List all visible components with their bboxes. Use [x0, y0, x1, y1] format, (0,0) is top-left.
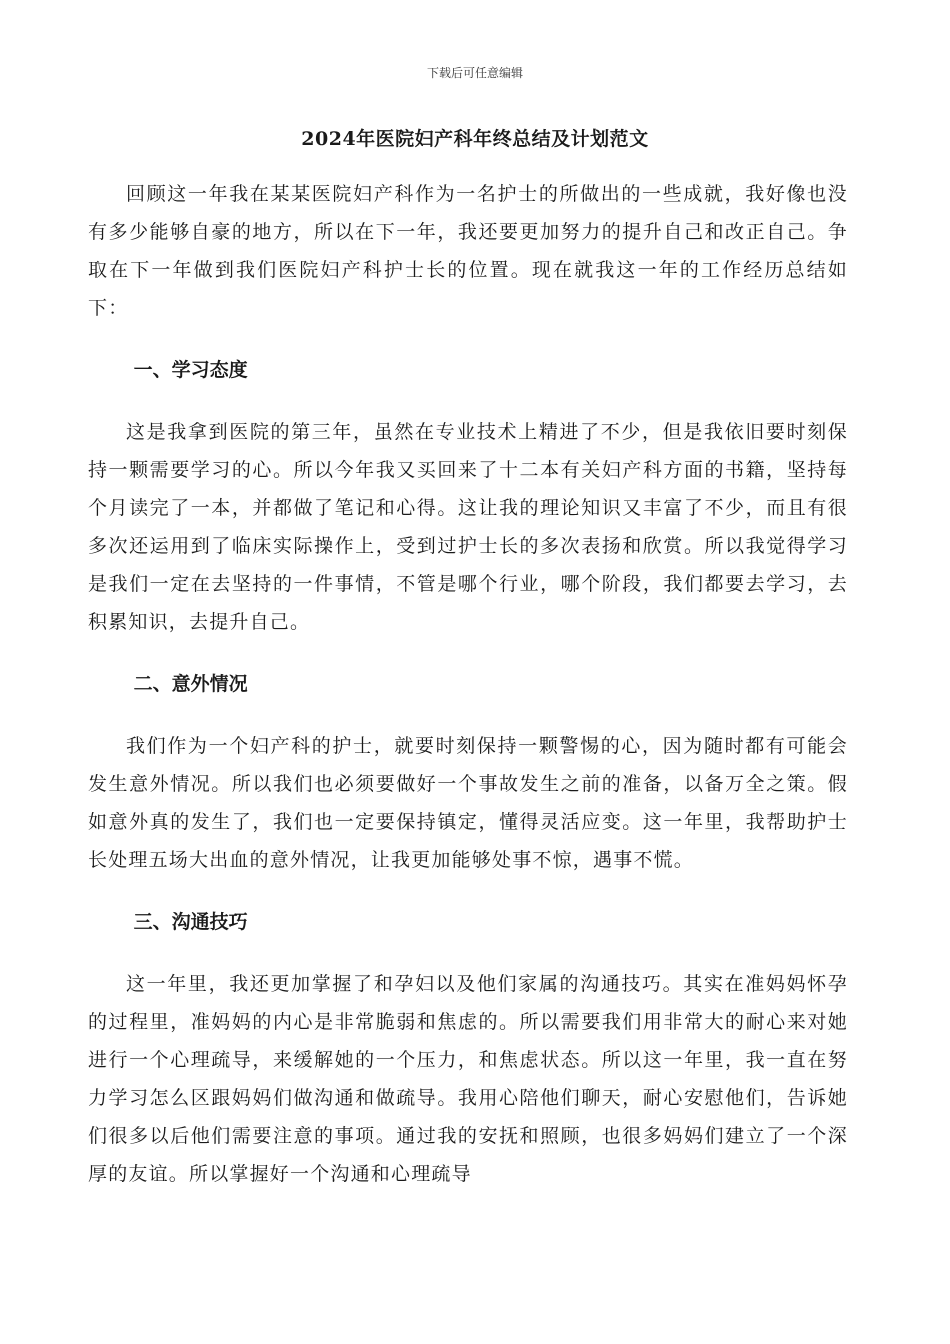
- intro-paragraph: 回顾这一年我在某某医院妇产科作为一名护士的所做出的一些成就，我好像也没有多少能够自豪的地方，所以在下一年，我还要更加努力的提升自己和改正自己。争取在下一年做到我们医院妇产科护士长的位置。现在就我这一年的工作经历总结如下：: [88, 183, 848, 319]
- document-title: 2024年医院妇产科年终总结及计划范文: [301, 128, 649, 150]
- section-body-communication: 这一年里，我还更加掌握了和孕妇以及他们家属的沟通技巧。其实在准妈妈怀孕的过程里，准妈妈的内心是非常脆弱和焦虑的。所以需要我们用非常大的耐心来对她进行一个心理疏导，来缓解她的一个压力，和焦虑状态。所以这一年里，我一直在努力学习怎么区跟妈妈们做沟通和做疏导。我用心陪他们聊天，耐心安慰他们，告诉她们很多以后他们需要注意的事项。通过我的安抚和照顾，也很多妈妈们建立了一个深厚的友谊。所以掌握好一个沟通和心理疏导: [88, 973, 848, 1185]
- section-heading-accidents: 二、意外情况: [133, 673, 248, 695]
- header-note: 下载后可任意编辑: [426, 66, 523, 80]
- section-body-accidents: 我们作为一个妇产科的护士，就要时刻保持一颗警惕的心，因为随时都有可能会发生意外情况。所以我们也必须要做好一个事故发生之前的准备，以备万全之策。假如意外真的发生了，我们也一定要保持镇定，懂得灵活应变。这一年里，我帮助护士长处理五场大出血的意外情况，让我更加能够处事不惊，遇事不慌。: [88, 735, 848, 871]
- document-body: [88, 175, 848, 1193]
- section-heading-communication: 三、沟通技巧: [133, 911, 248, 933]
- section-body-study: 这是我拿到医院的第三年，虽然在专业技术上精进了不少，但是我依旧要时刻保持一颗需要学习的心。所以今年我又买回来了十二本有关妇产科方面的书籍，坚持每个月读完了一本，并都做了笔记和心得。这让我的理论知识又丰富了不少，而且有很多次还运用到了临床实际操作上，受到过护士长的多次表扬和欣赏。所以我觉得学习是我们一定在去坚持的一件事情，不管是哪个行业，哪个阶段，我们都要去学习，去积累知识，去提升自己。: [88, 421, 848, 633]
- section-heading-study: 一、学习态度: [133, 359, 248, 381]
